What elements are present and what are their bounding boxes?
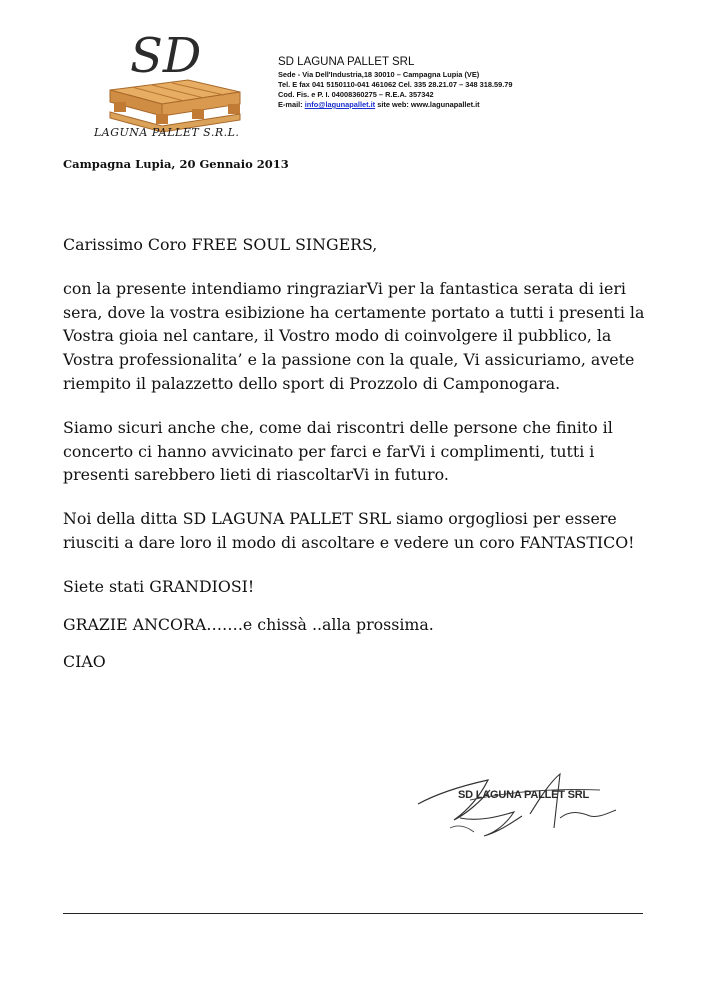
website: site web: www.lagunapallet.it [375,100,480,109]
paragraph-3: Noi della ditta SD LAGUNA PALLET SRL siamo orgogliosi per essere riusciti a dare loro il modo di ascoltare e vedere un coro FANTASTICO! [63,509,635,552]
letter-body [63,233,663,694]
company-stamp: SD LAGUNA PALLET SRL [458,789,590,801]
paragraph-1: con la presente intendiamo ringraziarVi per la fantastica serata di ieri sera, dove la vostra esibizione ha certamente portato a tutti i presenti la Vostra gioia nel cantare, il Vostro modo di coinvolgere il pubblico, la Vostra professionalita’ e la passione con la quale, Vi assicuriamo, avete riempito il palazzetto dello sport di Prozzolo di Camponogara. [63,278,645,393]
footer-divider [63,913,643,914]
letter-date: Campagna Lupia, 20 Gennaio 2013 [63,157,289,171]
email-label: E-mail: [278,100,305,109]
logo-caption: LAGUNA PALLET S.R.L. [94,126,240,139]
letterhead [278,56,513,110]
pallet-icon [110,80,240,132]
email-link[interactable]: info@lagunapallet.it [304,100,376,109]
greeting: Carissimo Coro FREE SOUL SINGERS, [63,235,378,254]
line-grazie: GRAZIE ANCORA…….e chissà ..alla prossima. [63,614,434,634]
closing: CIAO [63,652,106,672]
phone-line: Tel. E fax 041 5150110-041 461062 Cel. 335 28.21.07 – 348 318.59.79 [278,80,513,89]
line-grandiosi: Siete stati GRANDIOSI! [63,576,255,596]
fiscal-line: Cod. Fis. e P. I. 04008360275 – R.E.A. 357342 [278,90,434,99]
address: Via Dell'Industria,18 30010 – Campagna Lupia (VE) [302,70,480,79]
contact-line [278,100,513,110]
logo-monogram: SD [130,28,202,84]
company-name: SD LAGUNA PALLET SRL [278,56,415,68]
address-label: Sede - [278,70,303,79]
paragraph-2: Siamo sicuri anche che, come dai riscontri delle persone che finito il concerto ci hanno avvicinato per farci e farVi i complimenti, tutti i presenti sarebbero lieti di riascoltarVi in futuro. [63,417,613,485]
address-line [278,70,513,80]
signature-icon [410,762,630,848]
